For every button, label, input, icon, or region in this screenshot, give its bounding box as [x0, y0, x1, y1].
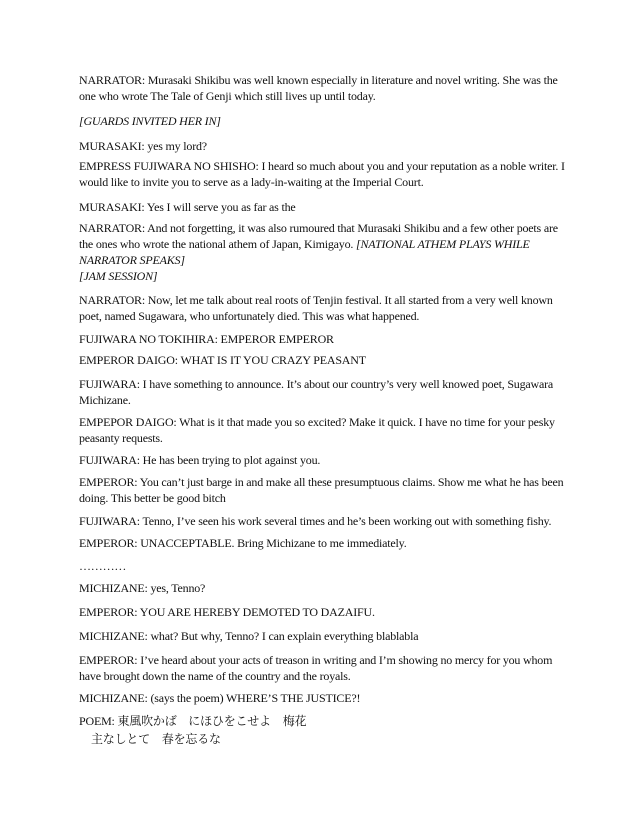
poem-label: POEM:: [79, 714, 115, 728]
narrator-tenjin-line: NARRATOR: Now, let me talk about real roots of Tenjin festival. It all started from a very well known poet, named Sugawara, who unfortunately died. This was what happened.: [79, 293, 553, 323]
poem-text-1: 東風吹かば にほひをこせよ 梅花: [117, 714, 307, 728]
emperor-daigo-line-1: EMPEROR DAIGO: WHAT IS IT YOU CRAZY PEASANT: [79, 353, 366, 367]
fujiwara-tokihira-line: FUJIWARA NO TOKIHIRA: EMPEROR EMPEROR: [79, 332, 334, 346]
emperor-line-1: EMPEROR: You can’t just barge in and make all these presumptuous claims. Show me what he has been doing. This better be good bitch: [79, 475, 564, 505]
narrator-anthem-text: NARRATOR: And not forgetting, it was also rumoured that Murasaki Shikibu and a few other poets are the ones who wrote the national athem of Japan, Kimigayo.: [79, 221, 558, 251]
ellipsis-line: …………: [79, 559, 127, 573]
stage-direction-guards: [GUARDS INVITED HER IN]: [79, 114, 221, 128]
poem-line-2: 主なしとて 春を忘るな: [91, 732, 221, 746]
stage-direction-anthem: [NATIONAL ATHEM PLAYS WHILE NARRATOR SPEAKS]: [79, 237, 530, 267]
emperor-line-4: EMPEROR: I’ve heard about your acts of treason in writing and I’m showing no mercy for you whom have brought down the name of the country and the royals.: [79, 653, 553, 683]
michizane-line-1: MICHIZANE: yes, Tenno?: [79, 581, 206, 595]
emperor-daigo-line-2: EMPEPOR DAIGO: What is it that made you so excited? Make it quick. I have no time for your pesky peasanty requests.: [79, 415, 555, 445]
fujiwara-line-1: FUJIWARA: I have something to announce. It’s about our country’s very well knowed poet, Sugawara Michizane.: [79, 377, 554, 407]
narrator-intro-line: NARRATOR: Murasaki Shikibu was well known especially in literature and novel writing. She was the one who wrote The Tale of Genji which still lives up until today.: [79, 73, 558, 103]
emperor-line-3: EMPEROR: YOU ARE HEREBY DEMOTED TO DAZAIFU.: [79, 605, 375, 619]
emperor-line-2: EMPEROR: UNACCEPTABLE. Bring Michizane to me immediately.: [79, 536, 407, 550]
michizane-line-2: MICHIZANE: what? But why, Tenno? I can explain everything blablabla: [79, 629, 419, 643]
murasaki-line-2: MURASAKI: Yes I will serve you as far as the: [79, 200, 296, 214]
fujiwara-line-3: FUJIWARA: Tenno, I’ve seen his work several times and he’s been working out with something fishy.: [79, 514, 552, 528]
empress-line: EMPRESS FUJIWARA NO SHISHO: I heard so much about you and your reputation as a noble writer. I would like to invite you to serve as a lady-in-waiting at the Imperial Court.: [79, 159, 565, 189]
fujiwara-line-2: FUJIWARA: He has been trying to plot against you.: [79, 453, 321, 467]
narrator-anthem-line: [79, 220, 569, 268]
michizane-line-3: MICHIZANE: (says the poem) WHERE’S THE JUSTICE?!: [79, 691, 361, 705]
murasaki-line-1: MURASAKI: yes my lord?: [79, 139, 207, 153]
poem-line-1: [79, 713, 569, 729]
stage-direction-jam: [JAM SESSION]: [79, 269, 158, 283]
